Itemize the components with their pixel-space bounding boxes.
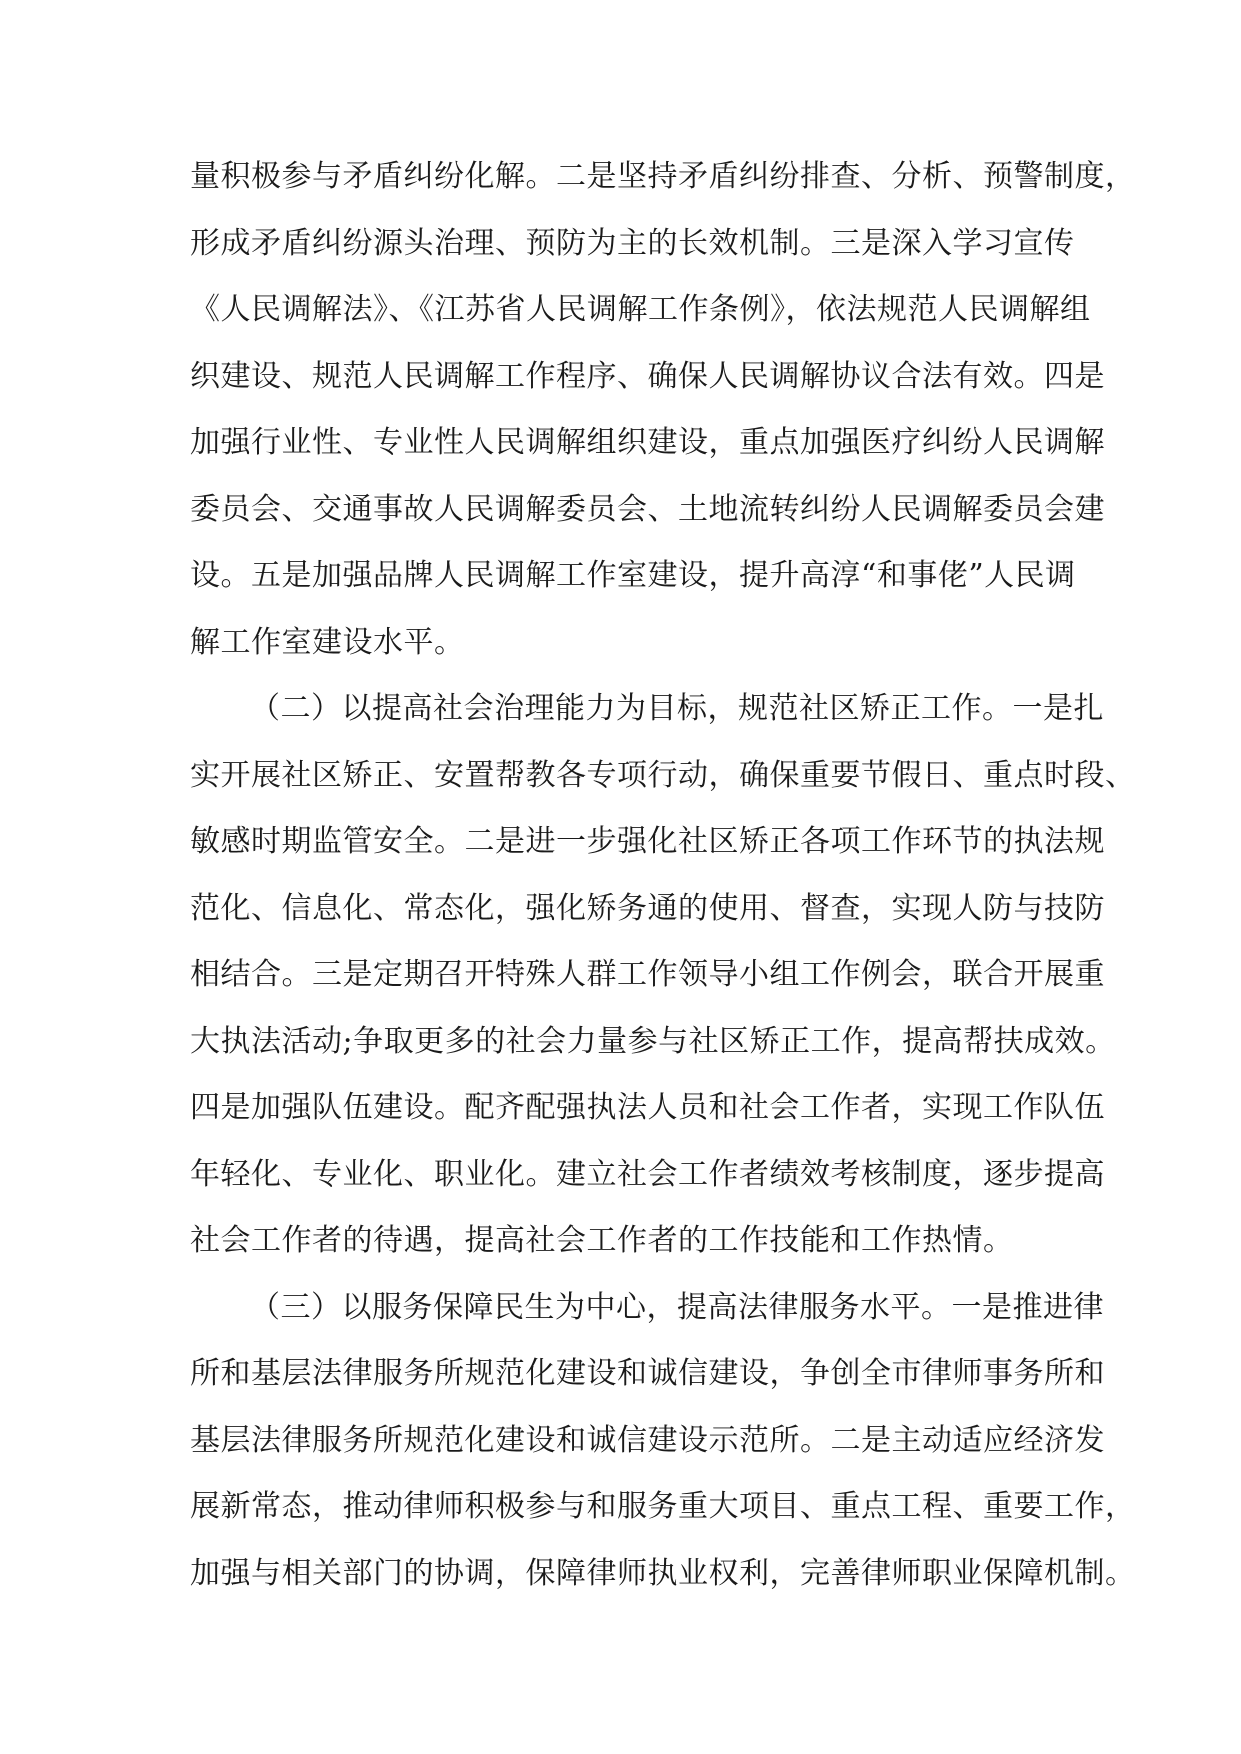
paragraph-first-line: （三）以服务保障民生为中心，提高法律服务水平。一是推进律 (250, 1289, 1104, 1325)
text-line: 展新常态，推动律师积极参与和服务重大项目、重点工程、重要工作， (190, 1489, 1136, 1524)
text-line: 范化、信息化、常态化，强化矫务通的使用、督查，实现人防与技防 (190, 890, 1105, 926)
text-line: 敏感时期监管安全。二是进一步强化社区矫正各项工作环节的执法规 (190, 824, 1105, 859)
text-line: 形成矛盾纠纷源头治理、预防为主的长效机制。三是深入学习宣传 (190, 225, 1075, 261)
text-line: 四是加强队伍建设。配齐配强执法人员和社会工作者，实现工作队伍 (190, 1090, 1105, 1125)
paragraph-first-line: （二）以提高社会治理能力为目标，规范社区矫正工作。一是扎 (250, 691, 1104, 726)
text-line: 年轻化、专业化、职业化。建立社会工作者绩效考核制度，逐步提高 (190, 1156, 1105, 1192)
text-line: 大执法活动;争取更多的社会力量参与社区矫正工作，提高帮扶成效。 (190, 1023, 1116, 1059)
text-line: 织建设、规范人民调解工作程序、确保人民调解协议合法有效。四是 (190, 358, 1105, 394)
text-line: 加强行业性、专业性人民调解组织建设，重点加强医疗纠纷人民调解 (190, 425, 1105, 460)
text-line: 解工作室建设水平。 (190, 624, 465, 660)
text-line: 《人民调解法》、《江苏省人民调解工作条例》，依法规范人民调解组 (190, 292, 1091, 327)
text-line: 所和基层法律服务所规范化建设和诚信建设，争创全市律师事务所和 (190, 1356, 1105, 1391)
text-line: 实开展社区矫正、安置帮教各专项行动，确保重要节假日、重点时段、 (190, 757, 1136, 793)
text-line: 社会工作者的待遇，提高社会工作者的工作技能和工作热情。 (190, 1223, 1014, 1258)
body-text (190, 144, 1136, 1607)
text-line: 设。五是加强品牌人民调解工作室建设，提升高淳“和事佬”人民调 (190, 558, 1076, 593)
text-line: 委员会、交通事故人民调解委员会、土地流转纠纷人民调解委员会建 (190, 491, 1105, 527)
text-line: 基层法律服务所规范化建设和诚信建设示范所。二是主动适应经济发 (190, 1422, 1105, 1458)
text-line: 量积极参与矛盾纠纷化解。二是坚持矛盾纠纷排查、分析、预警制度， (190, 159, 1136, 194)
text-line: 加强与相关部门的协调，保障律师执业权利，完善律师职业保障机制。 (190, 1555, 1136, 1591)
text-line: 相结合。三是定期召开特殊人群工作领导小组工作例会，联合开展重 (190, 957, 1105, 992)
